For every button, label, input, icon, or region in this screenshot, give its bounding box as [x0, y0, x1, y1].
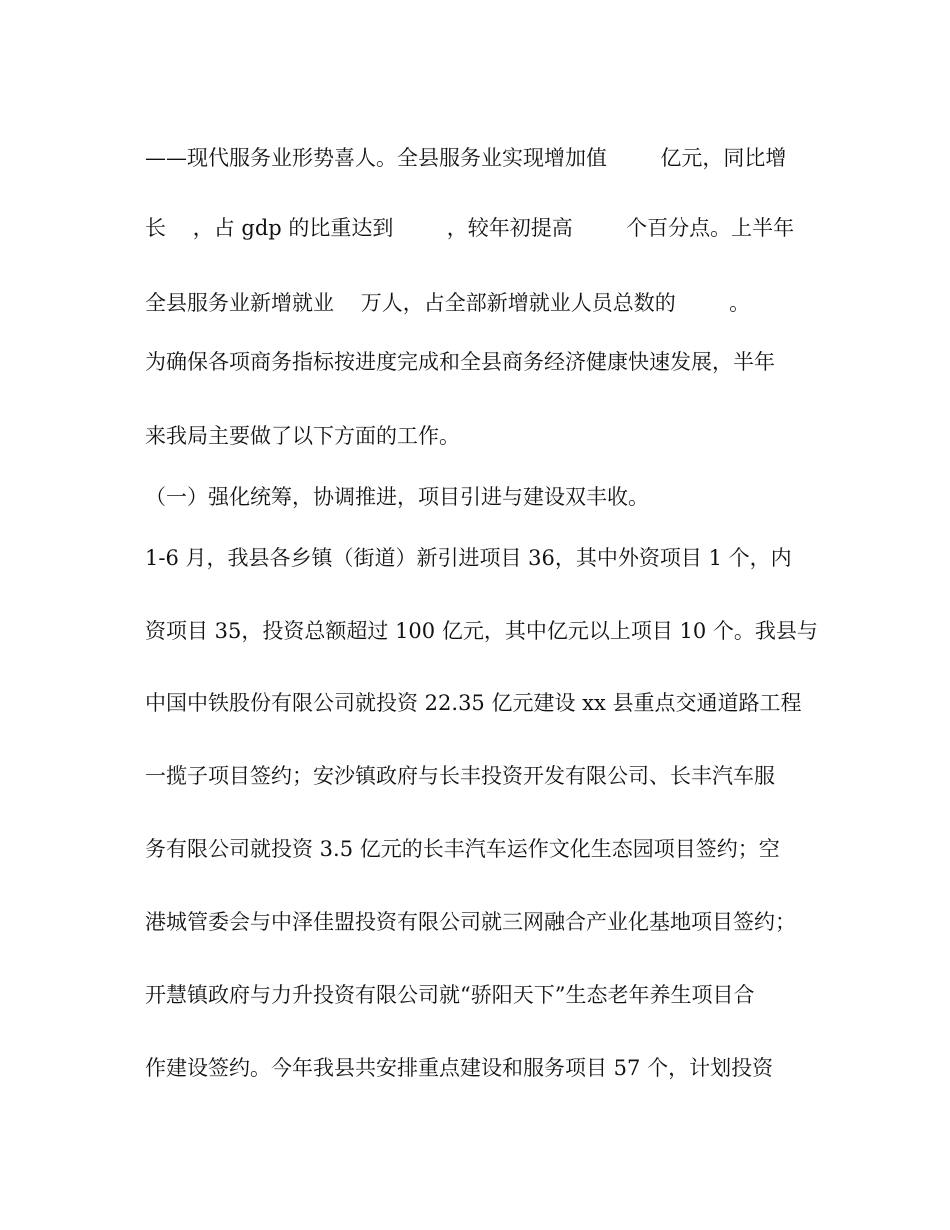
text-line: 资项目 35，投资总额超过 100 亿元，其中亿元以上项目 10 个。我县与: [145, 619, 818, 643]
text-line: 港城管委会与中泽佳盟投资有限公司就三网融合产业化基地项目签约；: [145, 910, 796, 934]
section-heading: （一）强化统筹，协调推进，项目引进与建设双丰收。: [145, 485, 649, 509]
text-line: 全县服务业新增就业 万人，占全部新增就业人员总数的 。: [145, 291, 751, 315]
text-line: 1-6 月，我县各乡镇（街道）新引进项目 36，其中外资项目 1 个，内: [145, 546, 792, 570]
text-line: 务有限公司就投资 3.5 亿元的长丰汽车运作文化生态园项目签约；空: [145, 837, 780, 861]
text-line: 作建设签约。今年我县共安排重点建设和服务项目 57 个，计划投资: [145, 1056, 774, 1080]
text-line: 开慧镇政府与力升投资有限公司就“骄阳天下”生态老年养生项目合: [145, 983, 755, 1007]
text-line: 中国中铁股份有限公司就投资 22.35 亿元建设 xx 县重点交通道路工程: [145, 691, 802, 715]
text-line: ——现代服务业形势喜人。全县服务业实现增加值 亿元，同比增: [145, 146, 787, 170]
text-line: 来我局主要做了以下方面的工作。: [145, 424, 460, 448]
text-line: 长 ，占 gdp 的比重达到 ，较年初提高 个百分点。上半年: [145, 216, 795, 240]
text-line: 为确保各项商务指标按进度完成和全县商务经济健康快速发展，半年: [145, 350, 775, 374]
text-line: 一揽子项目签约；安沙镇政府与长丰投资开发有限公司、长丰汽车服: [145, 764, 775, 788]
